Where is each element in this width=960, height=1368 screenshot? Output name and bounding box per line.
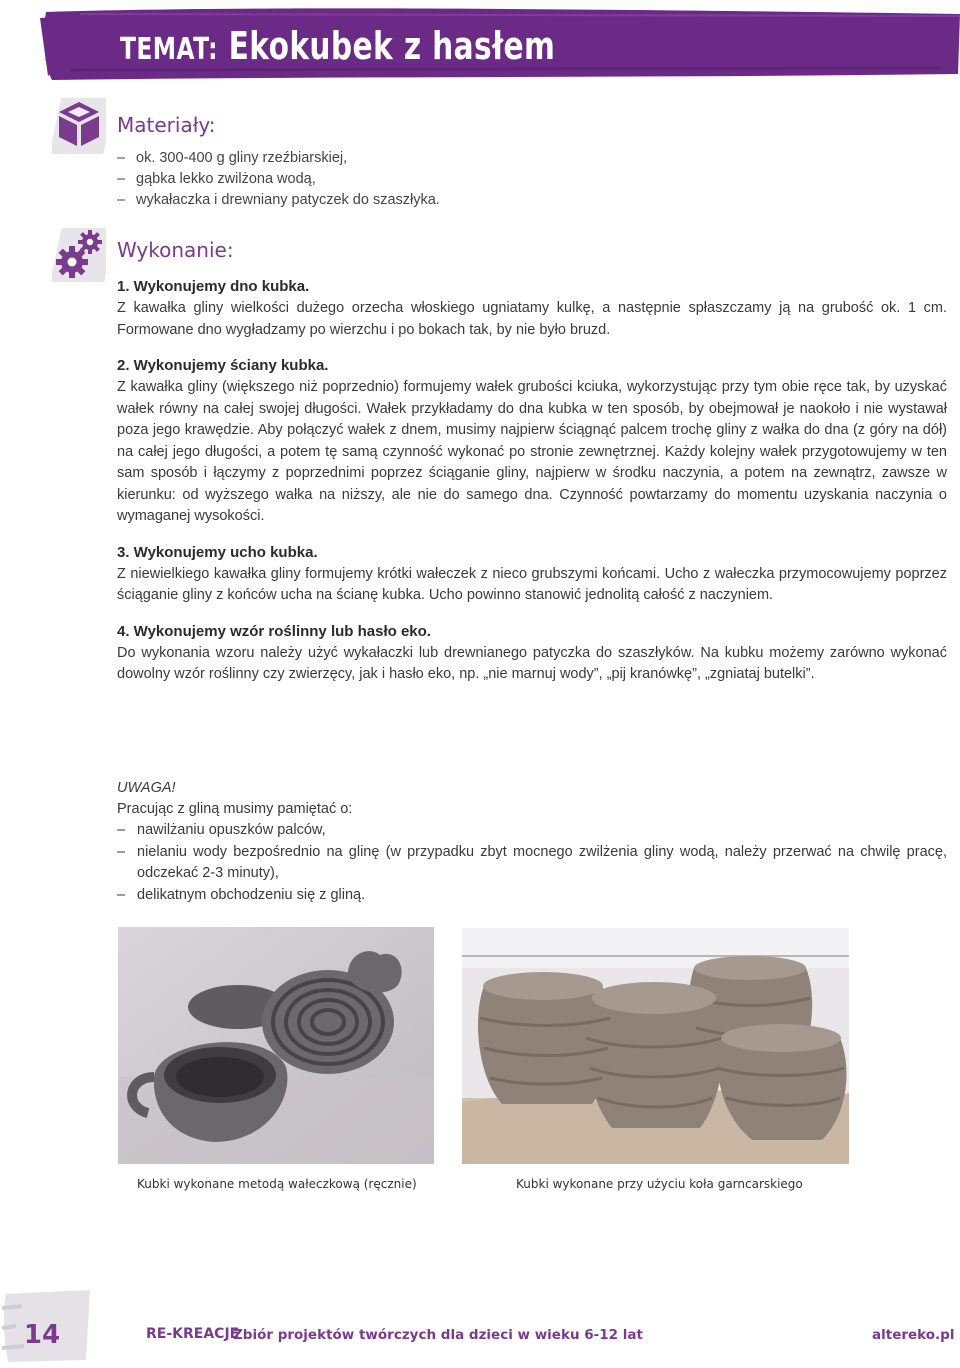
step-text: Z kawałka gliny (większego niż poprzednio) formujemy wałek grubości kciuka, wykorzystując przy tym obie ręce tak, by uzyskać wałek równy na całej swojej długości. Wałek przykładamy do dna kubka w ten sposób, by obejmował je naokoło i nie wystawał poza jego krawędzie. Aby połączyć wałek z dnem, musimy najpierw ściągnąć palcem trochę gliny z wałka do dna (z góry na dół) na całej jego długości, a potem tę samą czynność wykonać po stronie zewnętrznej. Każdy kolejny wałek przygotowujemy w ten sam sposób i łączymy z poprzednimi poprzez ściąganie gliny, najpierw w środku naczynia, a potem na zewnątrz, zawsze w kierunku: od wyższego wałka na niższy, ale nie do samego dna. Czynność powtarzamy do momentu uzyskania naczynia o wymaganej wysokości. <box>117 379 947 524</box>
page-title <box>120 24 555 68</box>
list-item: – nawilżaniu opuszków palców, <box>117 820 947 842</box>
step-title: 4. Wykonujemy wzór roślinny lub hasło eko. <box>117 622 431 640</box>
execution-heading: Wykonanie: <box>117 238 234 262</box>
warning-list <box>117 820 947 906</box>
step-title: 2. Wykonujemy ściany kubka. <box>117 357 329 374</box>
photo-caption: Kubki wykonane metodą wałeczkową (ręcznie) <box>137 1177 417 1191</box>
step-text: Do wykonania wzoru należy użyć wykałaczki lub drewnianego patyczka do szaszłyków. Na kubku możemy zarówno wykonać dowolny wzór roślinny czy zwierzęcy, jak i hasło eko, np. „nie marnuj wody”, „pij kranówkę”, „zgniataj butelki”. <box>117 644 947 682</box>
step-4 <box>117 621 947 686</box>
step-text: Z niewielkiego kawałka gliny formujemy krótki wałeczek z nieco grubszymi końcami. Ucho z wałeczka przymocowujemy poprzez ściąganie gliny z końców ucha na ścianę kubka. Ucho powinno stanowić jednolitą całość z naczyniem. <box>117 565 947 603</box>
steps-list <box>117 276 947 700</box>
footer-url: altereko.pl <box>872 1327 955 1343</box>
step-3 <box>117 542 947 607</box>
list-item: – nielaniu wody bezpośrednio na glinę (w przypadku zbyt mocnego zwilżenia gliny wodą, należy przerwać na chwilę pracę, odczekać 2-3 minuty), <box>117 842 947 885</box>
step-text: Z kawałka gliny wielkości dużego orzecha włoskiego ugniatamy kulkę, a następnie spłaszczamy ją na grubość ok. 1 cm. Formowane dno wygładzamy po wierzchu i po bokach tak, by nie było bruzd. <box>117 300 947 338</box>
page-number: 14 <box>23 1320 61 1350</box>
list-item: – delikatnym obchodzeniu się z gliną. <box>117 885 947 907</box>
warning-label: UWAGA! <box>117 780 176 796</box>
list-item: – wykałaczka i drewniany patyczek do szaszłyka. <box>117 190 440 211</box>
box-icon <box>52 94 106 154</box>
warning-box <box>117 778 947 906</box>
step-title: 3. Wykonujemy ucho kubka. <box>117 543 318 561</box>
warning-intro: Pracując z gliną musimy pamiętać o: <box>117 801 353 817</box>
list-item: – gąbka lekko zwilżona wodą, <box>117 169 440 190</box>
materials-heading: Materiały: <box>117 113 216 137</box>
title-text: Ekokubek z hasłem <box>228 24 556 68</box>
gears-icon <box>52 226 106 282</box>
footer-brand: RE-KREACJE <box>146 1326 240 1342</box>
materials-list <box>117 148 440 211</box>
title-banner <box>40 4 960 84</box>
list-item: – ok. 300-400 g gliny rzeźbiarskiej, <box>117 148 440 169</box>
step-title: 1. Wykonujemy dno kubka. <box>117 278 310 295</box>
title-prefix: TEMAT: <box>120 32 218 67</box>
photo-wheel-thrown-cups <box>462 928 849 1164</box>
photo-caption: Kubki wykonane przy użyciu koła garncarskiego <box>516 1177 803 1191</box>
step-2 <box>117 355 947 528</box>
step-1 <box>117 276 947 341</box>
footer-subtitle: Zbiór projektów twórczych dla dzieci w wieku 6-12 lat <box>233 1327 643 1343</box>
photo-handbuilt-cups <box>118 927 434 1164</box>
